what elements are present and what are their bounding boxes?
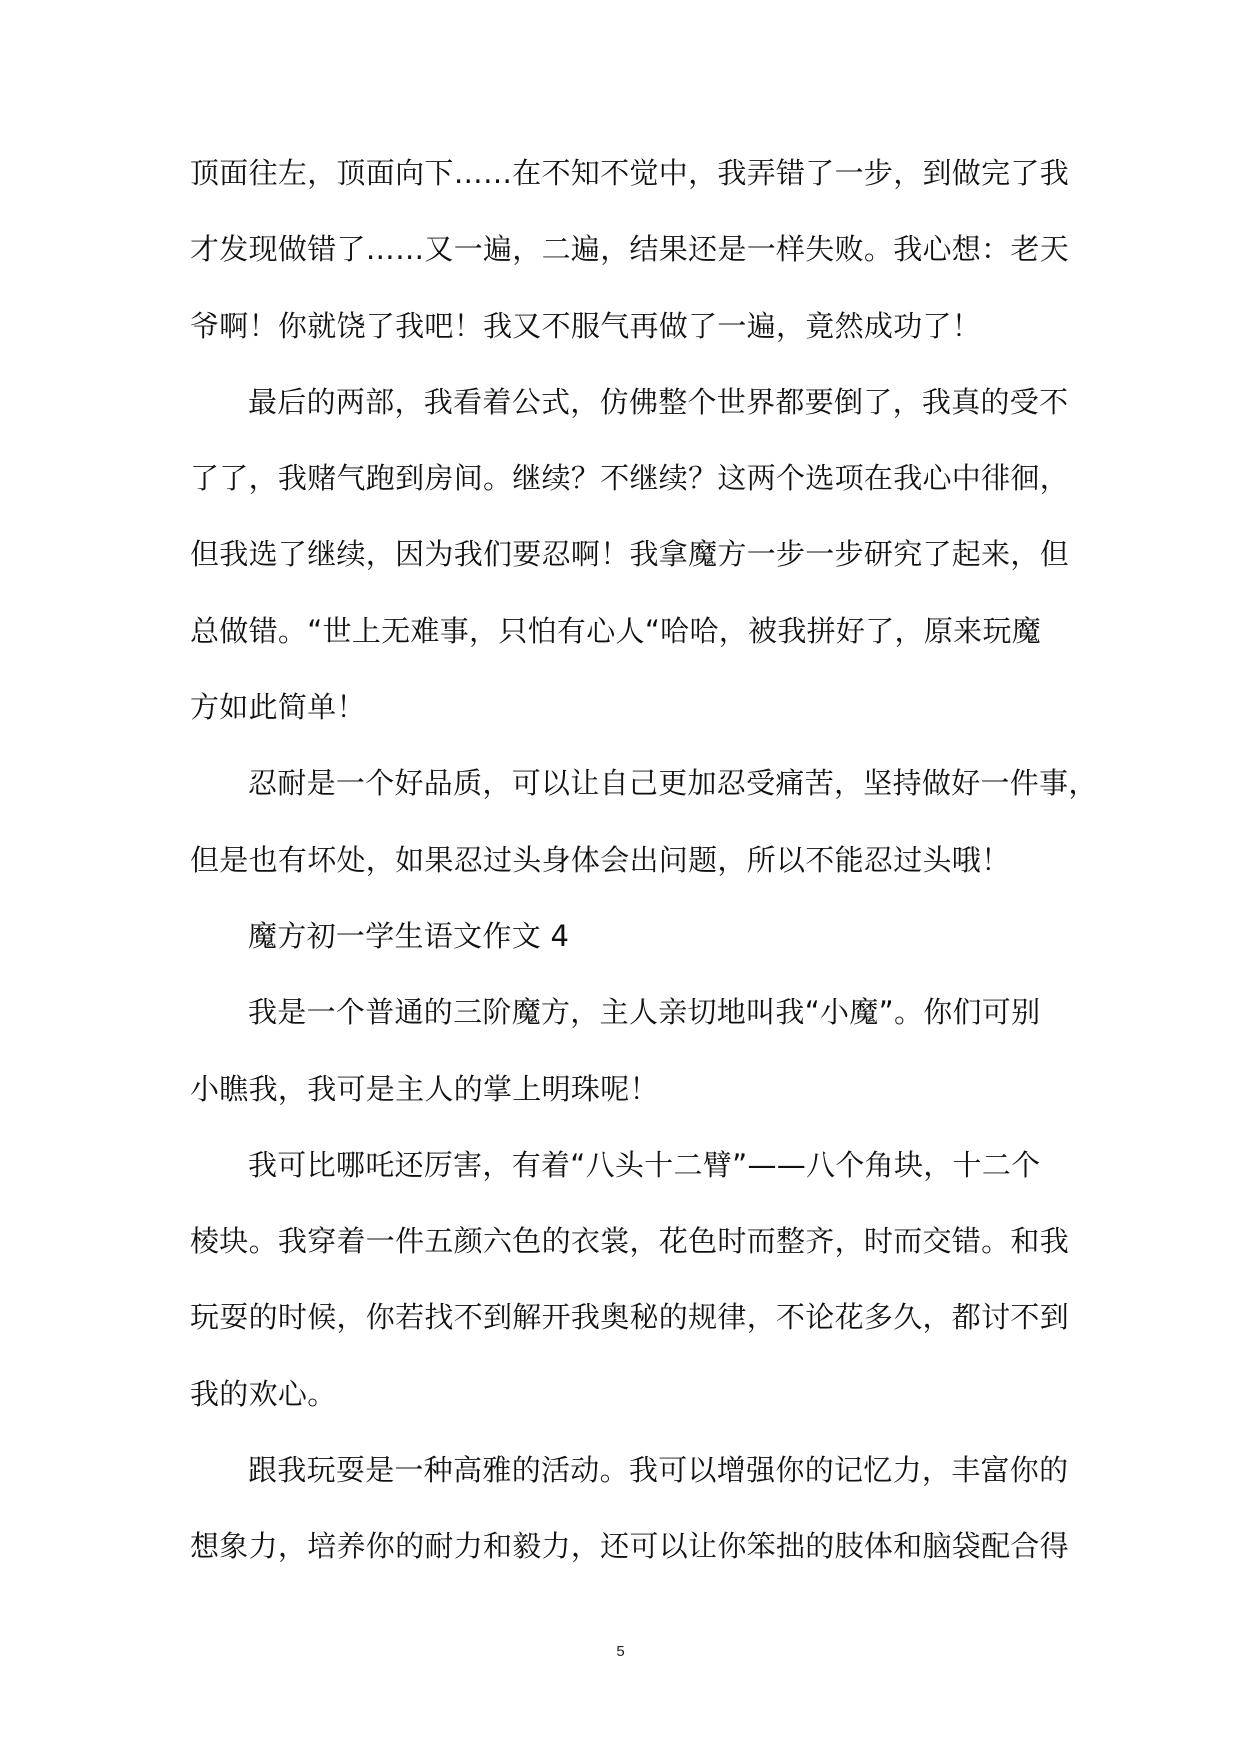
text-line: 总做错。“世上无难事，只怕有心人“哈哈，被我拼好了，原来玩魔 <box>190 613 1042 648</box>
text-line: 魔方初一学生语文作文 4 <box>248 918 570 953</box>
text-line: 方如此简单！ <box>190 690 366 725</box>
text-line: 才发现做错了……又一遍，二遍，结果还是一样失败。我心想：老天 <box>190 232 1070 267</box>
text-line: 我的欢心。 <box>190 1376 337 1411</box>
text-line: 忍耐是一个好品质，可以让自己更加忍受痛苦，坚持做好一件事， <box>248 766 1098 801</box>
text-line: 想象力，培养你的耐力和毅力，还可以让你笨拙的肢体和脑袋配合得 <box>190 1529 1070 1564</box>
text-line: 小瞧我，我可是主人的掌上明珠呢！ <box>190 1071 659 1106</box>
text-line: 棱块。我穿着一件五颜六色的衣裳，花色时而整齐，时而交错。和我 <box>190 1224 1070 1259</box>
text-line: 最后的两部，我看着公式，仿佛整个世界都要倒了，我真的受不 <box>248 384 1069 419</box>
text-line: 但我选了继续，因为我们要忍啊！我拿魔方一步一步研究了起来，但 <box>190 537 1070 572</box>
text-line: 顶面往左，顶面向下……在不知不觉中，我弄错了一步，到做完了我 <box>190 156 1070 190</box>
text-line: 跟我玩耍是一种高雅的活动。我可以增强你的记忆力，丰富你的 <box>248 1453 1069 1488</box>
text-line: 但是也有坏处，如果忍过头身体会出问题，所以不能忍过头哦！ <box>190 842 1011 877</box>
text-line: 我是一个普通的三阶魔方，主人亲切地叫我“小魔”。你们可别 <box>248 995 1041 1030</box>
body-text <box>190 143 1098 1593</box>
text-line: 我可比哪吒还厉害，有着“八头十二臂”——八个角块，十二个 <box>248 1147 1041 1182</box>
text-line: 玩耍的时候，你若找不到解开我奥秘的规律，不论花多久，都讨不到 <box>190 1300 1070 1335</box>
text-line: 了了，我赌气跑到房间。继续？不继续？这两个选项在我心中徘徊， <box>190 461 1070 496</box>
text-line: 爷啊！你就饶了我吧！我又不服气再做了一遍，竟然成功了！ <box>190 308 982 343</box>
page-number: 5 <box>616 1643 625 1660</box>
